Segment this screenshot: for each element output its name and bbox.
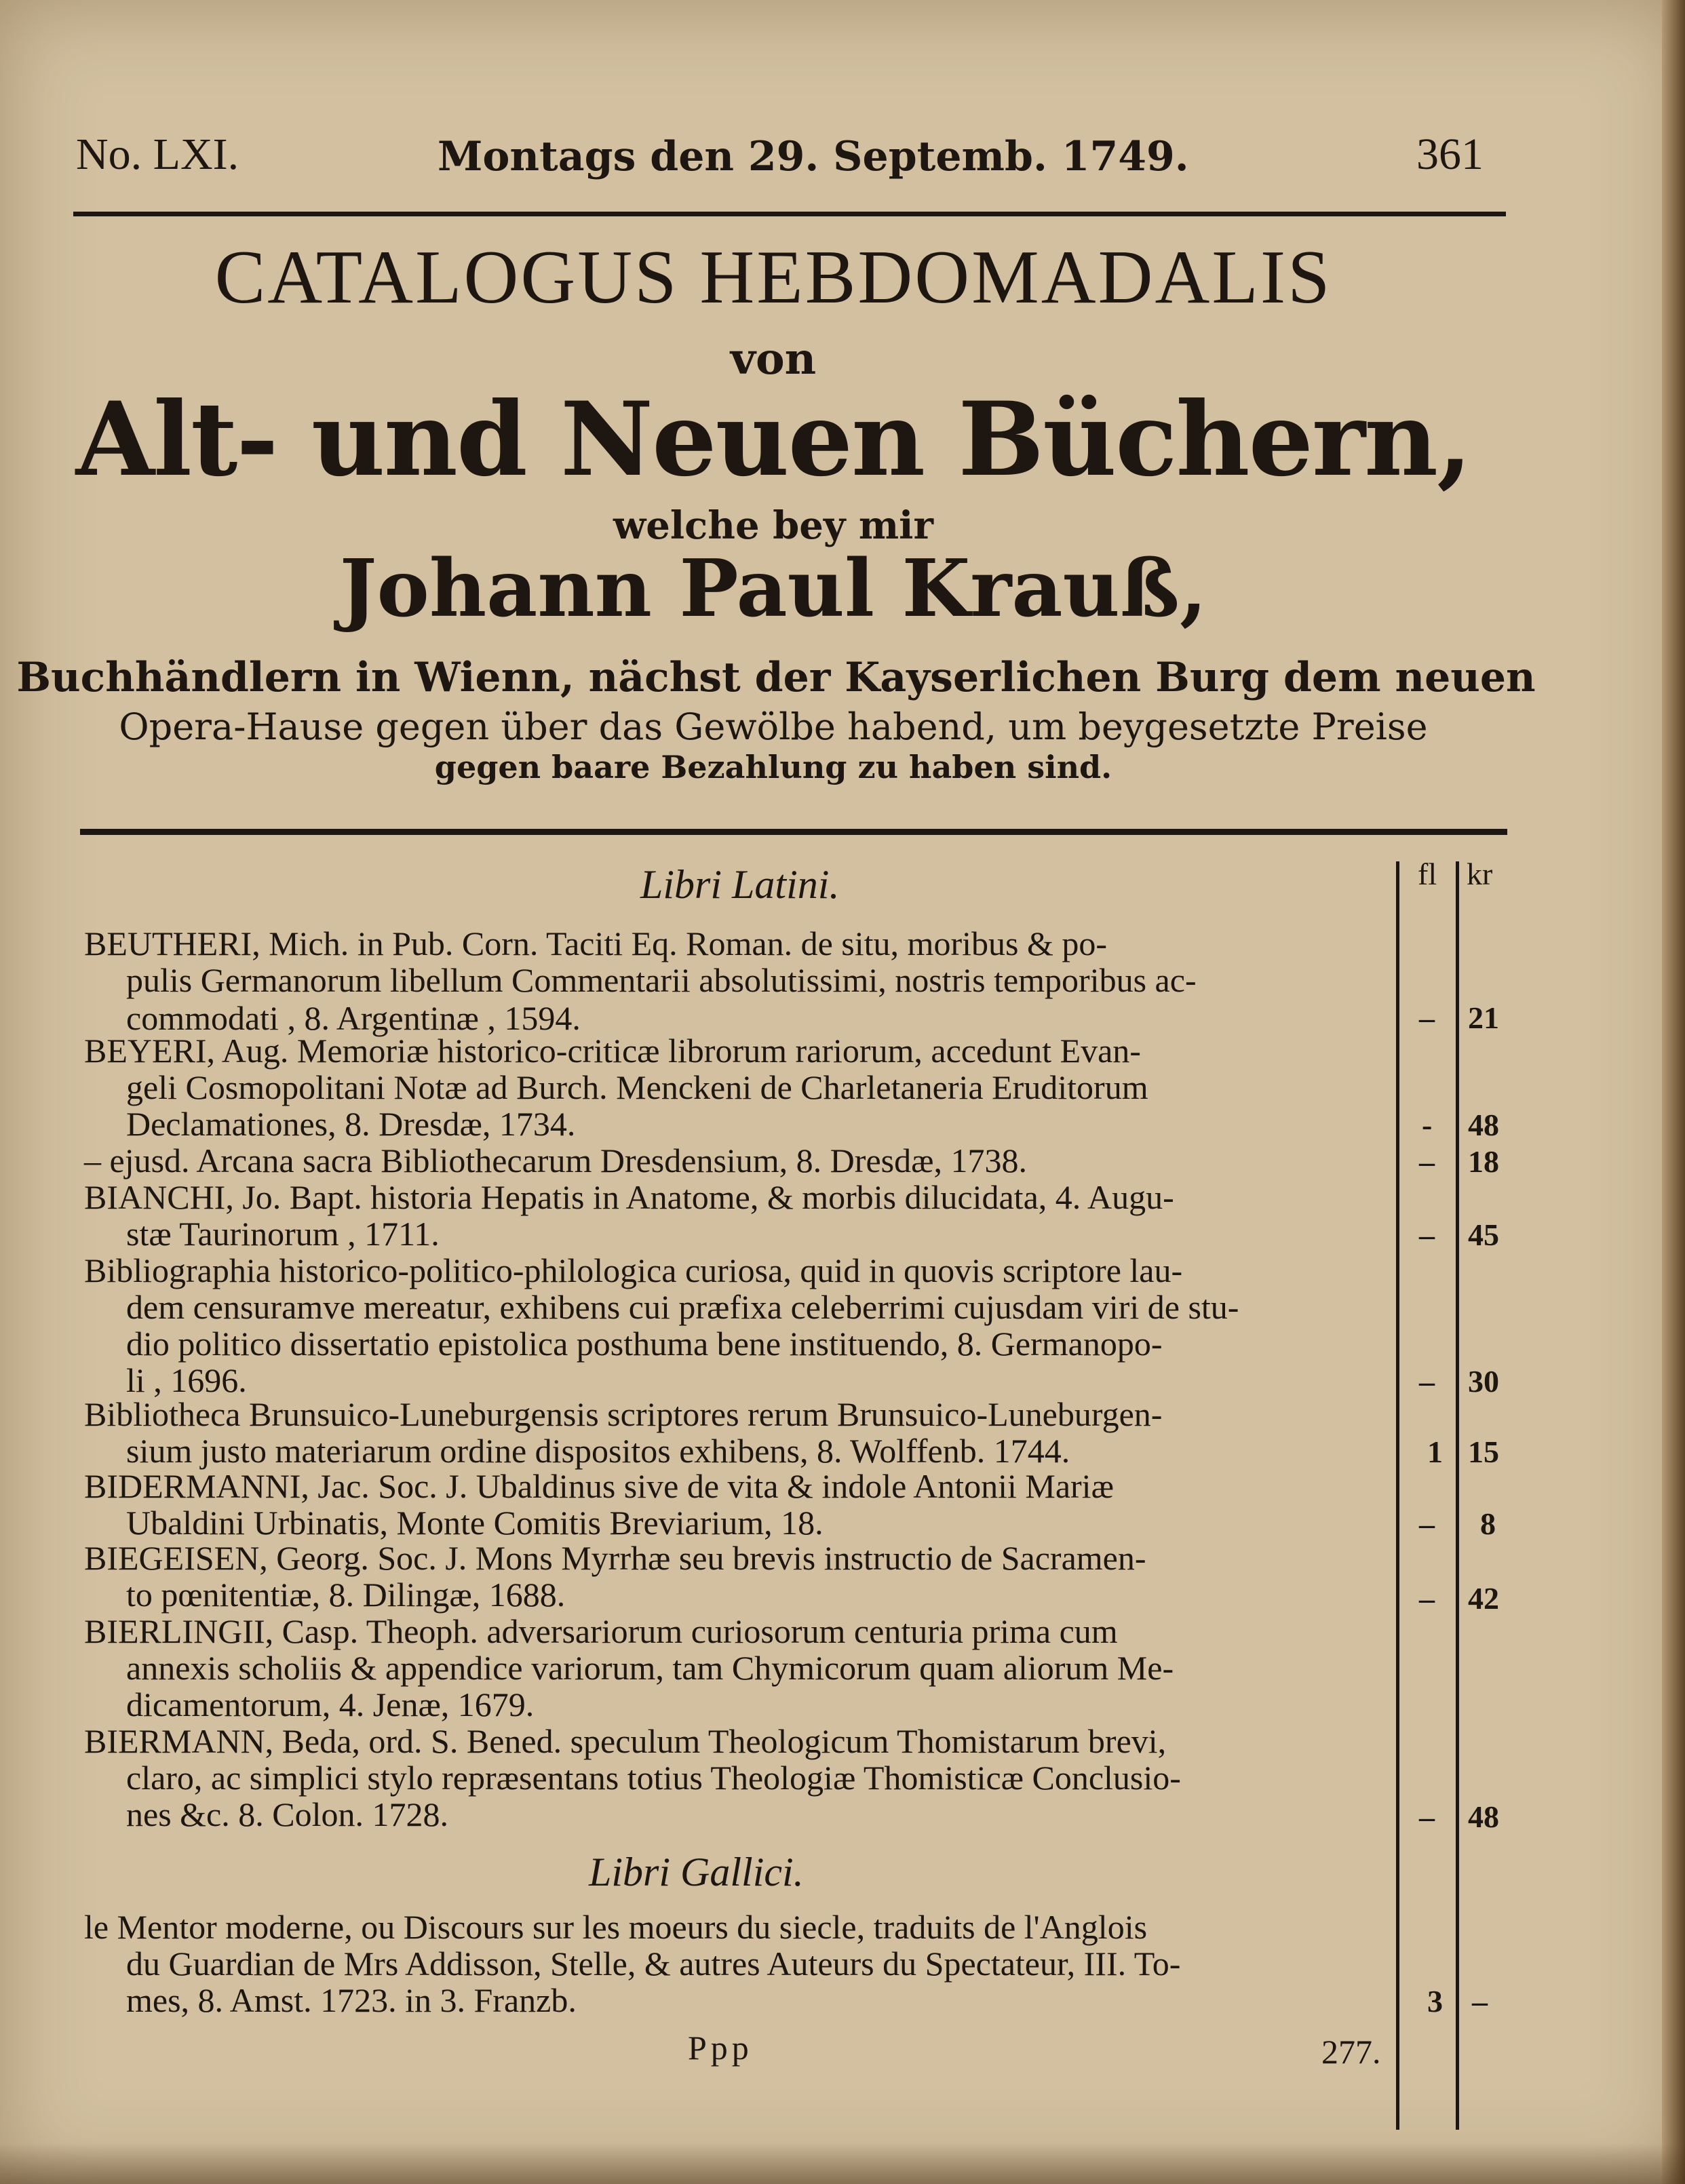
entry-line: le Mentor moderne, ou Discours sur les moeurs du siecle, traduits de l'Anglois (84, 1908, 1148, 1946)
title-welche: welche bey mir (613, 503, 933, 548)
entry-line: Bibliographia historico-politico-philologica curiosa, quid in quovis scriptore lau- (84, 1251, 1183, 1289)
entry-line: BIERMANN, Beda, ord. S. Bened. speculum Theologicum Thomistarum brevi, (84, 1722, 1167, 1760)
entry-line: pulis Germanorum libellum Commentarii absolutissimi, nostris temporibus ac- (126, 961, 1197, 999)
price-fl: - (1422, 1108, 1433, 1142)
bookseller-name: Johann Paul Krauß, (339, 543, 1207, 635)
entry-line: dio politico dissertatio epistolica posthuma bene instituendo, 8. Germanopo- (126, 1325, 1163, 1363)
entry-line: BIDERMANNI, Jac. Soc. J. Ubaldinus sive de vita & indole Antonii Mariæ (84, 1467, 1114, 1505)
entry-line: dem censuramve mereatur, exhibens cui præfixa celeberrimi cujusdam viri de stu- (126, 1288, 1239, 1326)
page-number: 361 (1416, 130, 1484, 179)
printer-signature: Ppp (688, 2029, 753, 2067)
address-line-1: Buchhändlern in Wienn, nächst der Kayserlichen Burg dem neuen (16, 654, 1536, 701)
column-header-fl: fl (1418, 857, 1437, 891)
price-kr: 48 (1468, 1799, 1499, 1834)
column-header-kr: kr (1467, 857, 1493, 891)
address-line-3: gegen baare Bezahlung zu haben sind. (434, 749, 1112, 785)
address-line-2: Opera-Hause gegen über das Gewölbe habend, um beygesetzte Preise (119, 705, 1428, 748)
title-books: Alt- und Neuen Büchern, (75, 380, 1471, 499)
title-catalogus: CATALOGUS HEBDOMADALIS (214, 235, 1332, 319)
price-fl: 1 (1427, 1435, 1443, 1469)
section-heading: Libri Latini. (640, 862, 840, 907)
price-fl: – (1419, 1364, 1435, 1399)
price-fl: – (1419, 1217, 1435, 1252)
entry-line: annexis scholiis & appendice variorum, tam Chymicorum quam aliorum Me- (126, 1649, 1174, 1687)
price-kr: 18 (1468, 1144, 1499, 1179)
entry-line: Ubaldini Urbinatis, Monte Comitis Breviarium, 18. (126, 1504, 824, 1542)
price-column-rule-right (1456, 861, 1459, 2130)
entry-line: du Guardian de Mrs Addisson, Stelle, & autres Auteurs du Spectateur, III. To- (126, 1945, 1181, 1983)
entry-line: BIEGEISEN, Georg. Soc. J. Mons Myrrhæ seu brevis instructio de Sacramen- (84, 1539, 1146, 1577)
entry-line: BIERLINGII, Casp. Theoph. adversariorum curiosorum centuria prima cum (84, 1612, 1118, 1650)
price-fl: – (1419, 1581, 1435, 1616)
entry-line: Bibliotheca Brunsuico-Luneburgensis scriptores rerum Brunsuico-Luneburgen- (84, 1395, 1163, 1433)
entry-line: dicamentorum, 4. Jenæ, 1679. (126, 1685, 535, 1723)
entry-line: li , 1696. (126, 1361, 247, 1399)
price-fl: – (1419, 1000, 1435, 1035)
entry-line: BIANCHI, Jo. Bapt. historia Hepatis in Anatome, & morbis dilucidata, 4. Augu- (84, 1178, 1174, 1216)
entry-line: mes, 8. Amst. 1723. in 3. Franzb. (126, 1981, 577, 2019)
book-gutter (1662, 0, 1685, 2184)
title-von: von (730, 334, 817, 385)
price-kr: 45 (1468, 1217, 1499, 1252)
entry-line: Declamationes, 8. Dresdæ, 1734. (126, 1105, 576, 1143)
entry-line: commodati , 8. Argentinæ , 1594. (126, 999, 581, 1037)
price-kr: 48 (1468, 1108, 1499, 1142)
price-fl: – (1419, 1506, 1435, 1541)
price-kr: 30 (1468, 1364, 1499, 1399)
page-bottom-shadow (0, 2143, 1685, 2184)
price-kr: 15 (1468, 1435, 1499, 1469)
entry-line: stæ Taurinorum , 1711. (126, 1215, 440, 1253)
entry-line: geli Cosmopolitani Notæ ad Burch. Menckeni de Charletaneria Eruditorum (126, 1068, 1148, 1106)
price-fl: 3 (1427, 1984, 1443, 2019)
title-rule (80, 829, 1507, 835)
price-fl: – (1419, 1799, 1435, 1834)
entry-line: BEUTHERI, Mich. in Pub. Corn. Taciti Eq. Roman. de situ, moribus & po- (84, 924, 1107, 962)
entry-line: to pœnitentiæ, 8. Dilingæ, 1688. (126, 1576, 566, 1614)
price-kr: 8 (1480, 1506, 1496, 1541)
header-rule (73, 212, 1506, 216)
entry-line: nes &c. 8. Colon. 1728. (126, 1795, 448, 1833)
running-number: 277. (1321, 2033, 1381, 2071)
issue-date: Montags den 29. Septemb. 1749. (438, 133, 1189, 180)
price-kr: 21 (1468, 1000, 1499, 1035)
price-kr: – (1472, 1984, 1488, 2019)
entry-line: – ejusd. Arcana sacra Bibliothecarum Dresdensium, 8. Dresdæ, 1738. (84, 1142, 1027, 1179)
entry-line: sium justo materiarum ordine dispositos exhibens, 8. Wolffenb. 1744. (126, 1432, 1070, 1470)
price-column-rule-left (1396, 861, 1399, 2130)
issue-number: No. LXI. (76, 130, 239, 179)
entry-line: BEYERI, Aug. Memoriæ historico-criticæ librorum rariorum, accedunt Evan- (84, 1032, 1141, 1070)
section-heading: Libri Gallici. (589, 1850, 804, 1894)
price-fl: – (1419, 1144, 1435, 1179)
entry-line: claro, ac simplici stylo repræsentans totius Theologiæ Thomisticæ Conclusio- (126, 1759, 1181, 1797)
price-kr: 42 (1468, 1581, 1499, 1616)
